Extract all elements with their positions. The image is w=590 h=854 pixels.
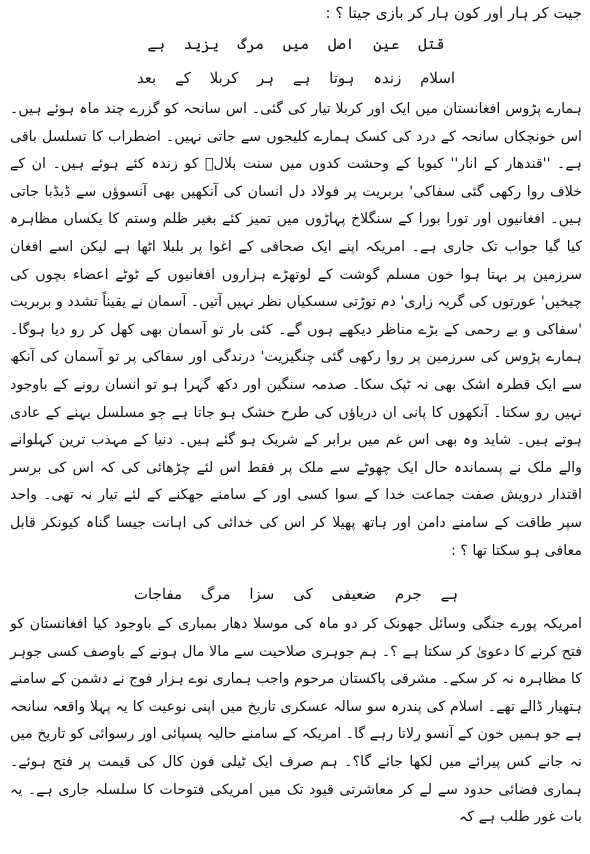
section-question: جیت کر ہار اور کون ہار کر بازی جیتا ؟ :	[325, 4, 582, 22]
verse-line-1: قتل عین اصل میں مرگ یزید ہے	[147, 35, 445, 53]
body-paragraph-1: ہمارے پڑوس افغانستان میں ایک اور کربلا تیار کی گئی۔ اس سانحہ کو گزرے چند ماہ ہوئے ہیں۔ اس خونچکاں سانحہ کے درد کی کسک ہمارے کلیجوں سے جاتی نہیں۔ اضطراب کا تسلسل باقی ہے۔ ''قندھار کے انار'' کیوبا کے وحشت کدوں میں سنت بلالؓ کو زندہ کئے ہوئے ہیں۔ ان کے خلاف روا رکھی گئی سفاکی' بربریت پر فولاد دل انسان کی آنکھیں بھی آنسوؤں سے ڈبڈبا جاتی ہیں۔ افغانیوں اور تورا بورا کے سنگلاخ پہاڑوں میں تمیز کئے بغیر ظلم وستم کا یکساں مظاہرہ کیا گیا جواب تک جاری ہے۔ امریکہ اپنے ایک صحافی کے اغوا پر بلبلا اٹھا ہے لیکن اسے افغان سرزمین پر بہتا ہوا خون مسلم گوشت کے لوتھڑے ہزاروں افغانیوں کے ٹوٹے اعضاء بچوں کی چیخیں' عورتوں کی گریہ زاری' دم توڑتی سسکیاں نظر نہیں آتیں۔ آسمان نے یقیناً تشدد و بربریت 'سفاکی و بے رحمی کے بڑے مناظر دیکھے ہوں گے۔ کئی بار تو آسمان بھی کھل کر رو دیا ہوگا۔ ہمارے پڑوس کی سرزمین پر روا رکھی گئی چنگیزیت' درندگی اور سفاکی پر تو آسمان کی آنکھ سے ایک قطرہ اشک بھی نہ ٹپک سکا۔ صدمہ سنگین اور دکھ گہرا ہو تو انسان رونے کے باوجود نہیں رو سکتا۔ آنکھوں کا پانی ان دریاؤں کی طرح خشک ہو جاتا ہے جو مسلسل بہنے کے عادی ہوتے ہیں۔ شاید وہ بھی اس غم میں برابر کے شریک ہو گئے ہیں۔ دنیا کے مہذب ترین کہلوانے والے ملک نے پسماندہ حال ایک چھوٹے سے ملک پر فقط اس لئے چڑھائی کی کہ اس کی برسر اقتدار درویش صفت جماعت خدا کے سوا کسی اور کے سامنے جھکنے کے لئے تیار نہ تھی۔ واحد سپر طاقت کے سامنے دامن اور ہاتھ پھیلا کر اس کی خدائی کی اہانت جیسا گناہ کیونکر قابل معافی ہو سکتا تھا ؟ :	[10, 101, 582, 559]
verse-line-3: ہے جرم ضعیفی کی سزا مرگ مفاجات	[133, 585, 459, 604]
verse-line-2: اسلام زندہ ہوتا ہے ہر کربلا کے بعد	[136, 69, 456, 87]
article-page	[0, 2, 590, 854]
body-paragraph-2: امریکہ پورے جنگی وسائل جھونک کر دو ماہ کی موسلا دھار بمباری کے باوجود کیا افغانستان کو فتح کرنے کا دعویٰ کر سکتا ہے ؟۔ ہم جوہری صلاحیت سے مالا مال ہونے کے باوصف کسی جوہر کا مظاہرہ نہ کر سکے۔ مشرقی پاکستان مرحوم واجب ہماری نوے ہزار فوج نے دشمن کے سامنے ہتھیار ڈالے تھے۔ اسلام کی پندرہ سو سالہ عسکری تاریخ میں اپنی نوعیت کا یہ پہلا واقعہ سانحہ ہے جو ہمیں خون کے آنسو رلاتا رہے گا۔ امریکہ کے سامنے حالیہ پسپائی اور رسوائی کو تاریخ میں نہ جانے کس پیرائے میں لکھا جائے گا؟۔ ہم صرف ایک ٹیلی فون کال کی قیمت پر فتح ہوئے۔ ہماری فضائی حدود سے لے کر معاشرتی قیود تک میں امریکی فتوحات کا سلسلہ جاری ہے۔ یہ بات غور طلب ہے کہ	[10, 616, 582, 826]
